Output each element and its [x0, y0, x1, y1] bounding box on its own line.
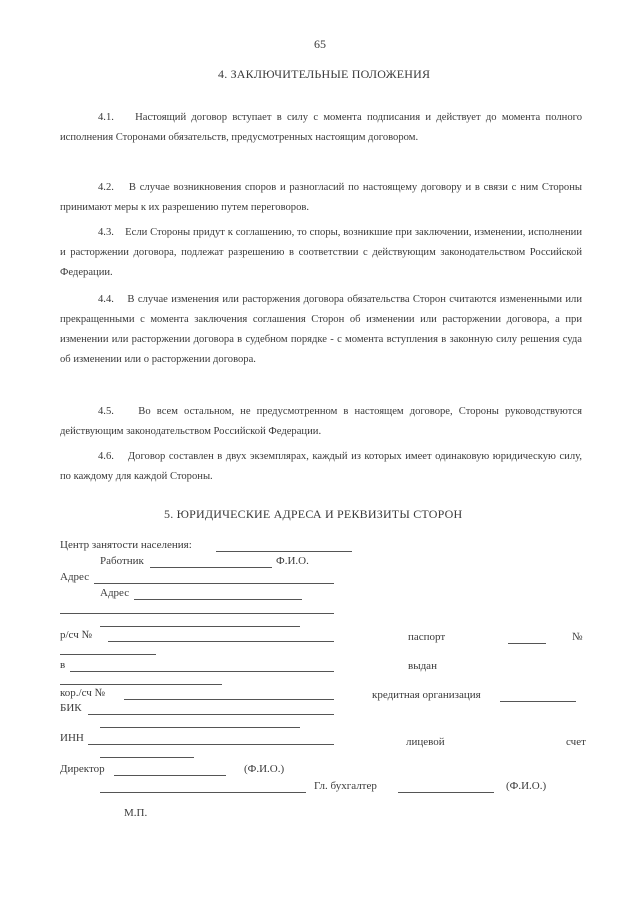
clause-4-1 [60, 108, 582, 148]
chief-accountant-fio-label: (Ф.И.О.) [506, 780, 547, 792]
address-line-1 [94, 583, 334, 584]
issued-label: выдан [408, 660, 437, 672]
account-line-2 [60, 654, 156, 655]
clause-number: 4.3. [98, 227, 114, 238]
director-fio-label: (Ф.И.О.) [244, 763, 285, 775]
bik-label: БИК [60, 702, 82, 714]
employment-center-line [216, 551, 352, 552]
account-line [108, 641, 334, 642]
account-word-label: счет [566, 736, 586, 748]
page-number: 65 [314, 37, 326, 51]
personal-account-label: лицевой [406, 736, 445, 748]
clause-text: Во всем остальном, не предусмотренном в настоящем договоре, Стороны руководствуются действующим законодательством Российской Федерации. [60, 406, 583, 437]
clause-number: 4.2. [98, 182, 114, 193]
corr-account-line [124, 699, 334, 700]
inn-label: ИНН [60, 732, 84, 744]
address-line-3 [60, 613, 334, 614]
worker-label: Работник [100, 555, 144, 567]
clause-4-5 [60, 402, 582, 442]
director-signature-line-2 [100, 792, 306, 793]
clause-number: 4.4. [98, 294, 114, 305]
clause-text: Настоящий договор вступает в силу с момента подписания и действует до момента полного исполнения Сторонами обязательств, предусмотренных настоящим договором. [60, 112, 582, 143]
clause-number: 4.6. [98, 451, 114, 462]
passport-label: паспорт [408, 631, 446, 643]
employment-center-label: Центр занятости населения: [60, 539, 192, 551]
clause-4-2 [60, 178, 582, 218]
chief-accountant-signature-line [398, 792, 494, 793]
credit-org-label: кредитная организация [372, 689, 481, 701]
passport-number-sign: № [572, 631, 583, 643]
clause-4-6 [60, 447, 582, 487]
director-label: Директор [60, 763, 105, 775]
address-line-4 [100, 626, 300, 627]
clause-4-4 [60, 290, 582, 370]
stamp-place-label: М.П. [124, 807, 148, 819]
bank-in-label: в [60, 659, 66, 671]
clause-number: 4.5. [98, 406, 114, 417]
address-label-left: Адрес [60, 571, 90, 583]
inn-line-2 [100, 757, 194, 758]
clause-4-3 [60, 223, 582, 283]
inn-line [88, 744, 334, 745]
bank-in-line [70, 671, 334, 672]
address-line-2 [134, 599, 302, 600]
clause-text: В случае возникновения споров и разногласий по настоящему договору и в связи с ним Стороны принимают меры к их разрешению путем переговоров. [60, 182, 583, 213]
corr-account-label: кор./сч № [60, 687, 106, 699]
clause-text: В случае изменения или расторжения договора обязательства Сторон считаются измененными или прекращенными с момента заключения соглашения Сторон об изменении или расторжении договора, а при изменении или расторжении договора в судебном порядке - с момента вступления в законную силу решения суда об изменении или о расторжении договора. [60, 294, 583, 365]
worker-fio-label: Ф.И.О. [276, 555, 309, 567]
clause-number: 4.1. [98, 112, 114, 123]
credit-org-line [500, 701, 576, 702]
bank-in-line-2 [60, 684, 222, 685]
bik-line [88, 714, 334, 715]
clause-text: Договор составлен в двух экземплярах, каждый из которых имеет одинаковую юридическую силу, по каждому для каждой Стороны. [60, 451, 582, 482]
chief-accountant-label: Гл. бухгалтер [314, 780, 377, 792]
account-label: р/сч № [60, 629, 92, 641]
clause-text: Если Стороны придут к соглашению, то споры, возникшие при заключении, изменении, исполнении и расторжении договора, подлежат разрешению в соответствии с действующим законодательством Российской Федерации. [60, 227, 583, 278]
section-4-heading: 4. ЗАКЛЮЧИТЕЛЬНЫЕ ПОЛОЖЕНИЯ [218, 67, 431, 81]
address-label-right: Адрес [100, 587, 130, 599]
section-5-heading: 5. ЮРИДИЧЕСКИЕ АДРЕСА И РЕКВИЗИТЫ СТОРОН [164, 507, 463, 521]
worker-line [150, 567, 272, 568]
bik-line-2 [100, 727, 300, 728]
director-signature-line [114, 775, 226, 776]
passport-series-line [508, 643, 546, 644]
